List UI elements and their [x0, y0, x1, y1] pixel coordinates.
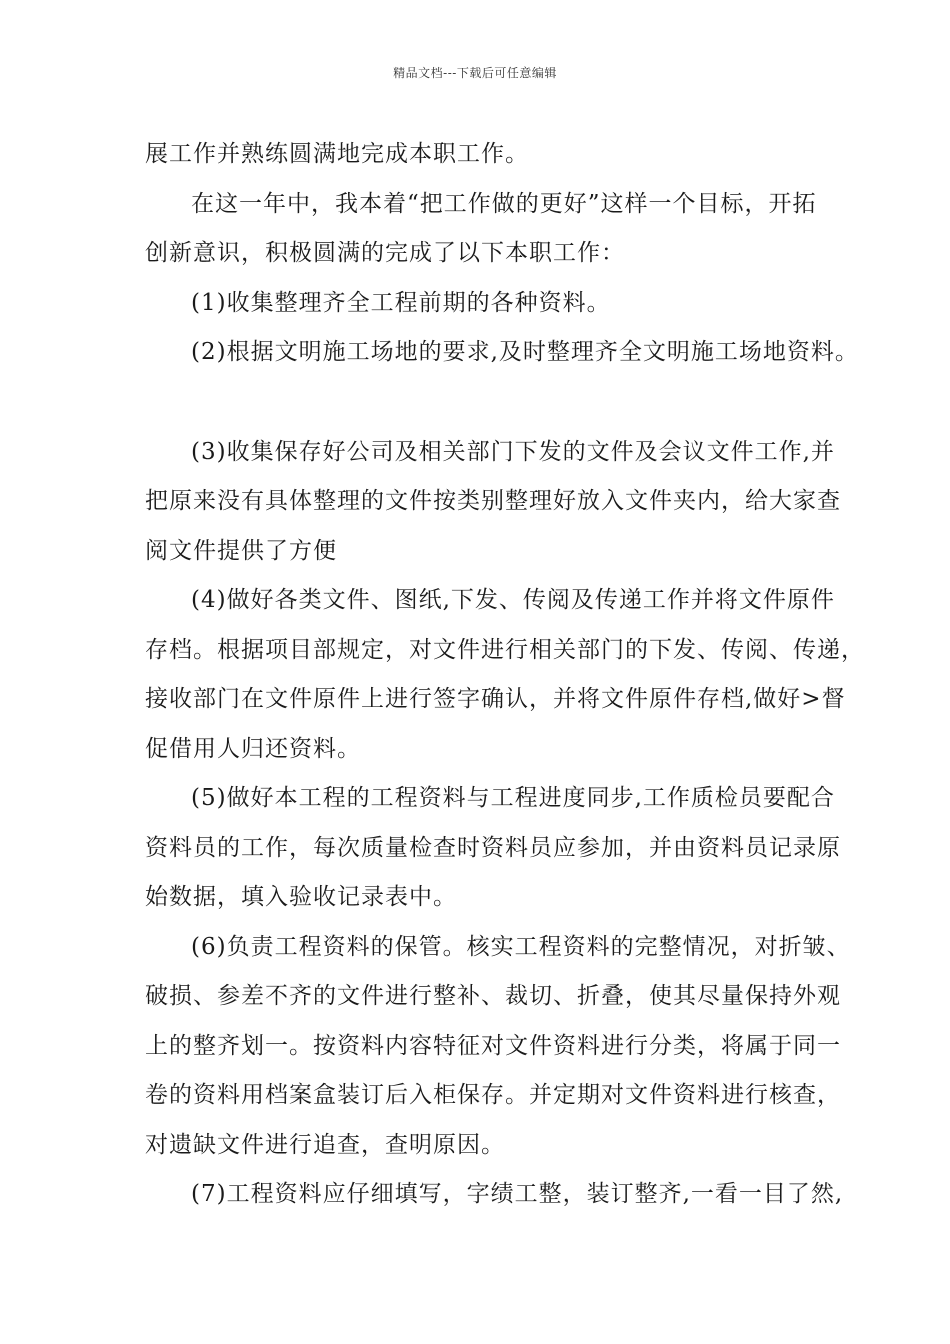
text-line: 破损、参差不齐的文件进行整补、裁切、折叠，使其尽量保持外观 [145, 983, 841, 1009]
text-line: (1)收集整理齐全工程前期的各种资料。 [191, 289, 611, 316]
text-line: 展工作并熟练圆满地完成本职工作。 [145, 141, 529, 167]
text-line: 上的整齐划一。按资料内容特征对文件资料进行分类，将属于同一 [145, 1032, 841, 1059]
text-line: 接收部门在文件原件上进行签字确认，并将文件原件存档,做好>督 [145, 686, 846, 712]
text-line: 卷的资料用档案盒装订后入柜保存。并定期对文件资料进行核查， [145, 1082, 841, 1108]
text-line: (2)根据文明施工场地的要求,及时整理齐全文明施工场地资料。 [191, 339, 859, 365]
text-line: (7)工程资料应仔细填写，字绩工整，装订整齐,一看一目了然, [191, 1181, 844, 1207]
text-line: 资料员的工作，每次质量检查时资料员应参加，并由资料员记录原 [145, 834, 841, 861]
text-line: 把原来没有具体整理的文件按类别整理好放入文件夹内，给大家查 [145, 488, 841, 514]
text-line: (6)负责工程资料的保管。核实工程资料的完整情况，对折皱、 [191, 933, 851, 960]
text-line: 始数据，填入验收记录表中。 [145, 884, 457, 910]
text-line: 阅文件提供了方便 [145, 537, 337, 564]
text-line: 对遗缺文件进行追查，查明原因。 [145, 1131, 505, 1158]
document-body [145, 130, 865, 1220]
page-header: 精品文档---下载后可任意编辑 [393, 66, 557, 80]
text-line: (4)做好各类文件、图纸,下发、传阅及传递工作并将文件原件 [191, 587, 835, 613]
text-line: 促借用人归还资料。 [145, 735, 361, 762]
text-line: 在这一年中，我本着“把工作做的更好”这样一个目标，开拓 [191, 190, 817, 217]
text-line: 存档。根据项目部规定，对文件进行相关部门的下发、传阅、传递， [145, 636, 865, 663]
text-line: (3)收集保存好公司及相关部门下发的文件及会议文件工作,并 [191, 438, 835, 465]
text-line: 创新意识，积极圆满的完成了以下本职工作： [145, 240, 625, 266]
paragraph-gap [145, 378, 815, 428]
text-line: (5)做好本工程的工程资料与工程进度同步,工作质检员要配合 [191, 785, 835, 811]
